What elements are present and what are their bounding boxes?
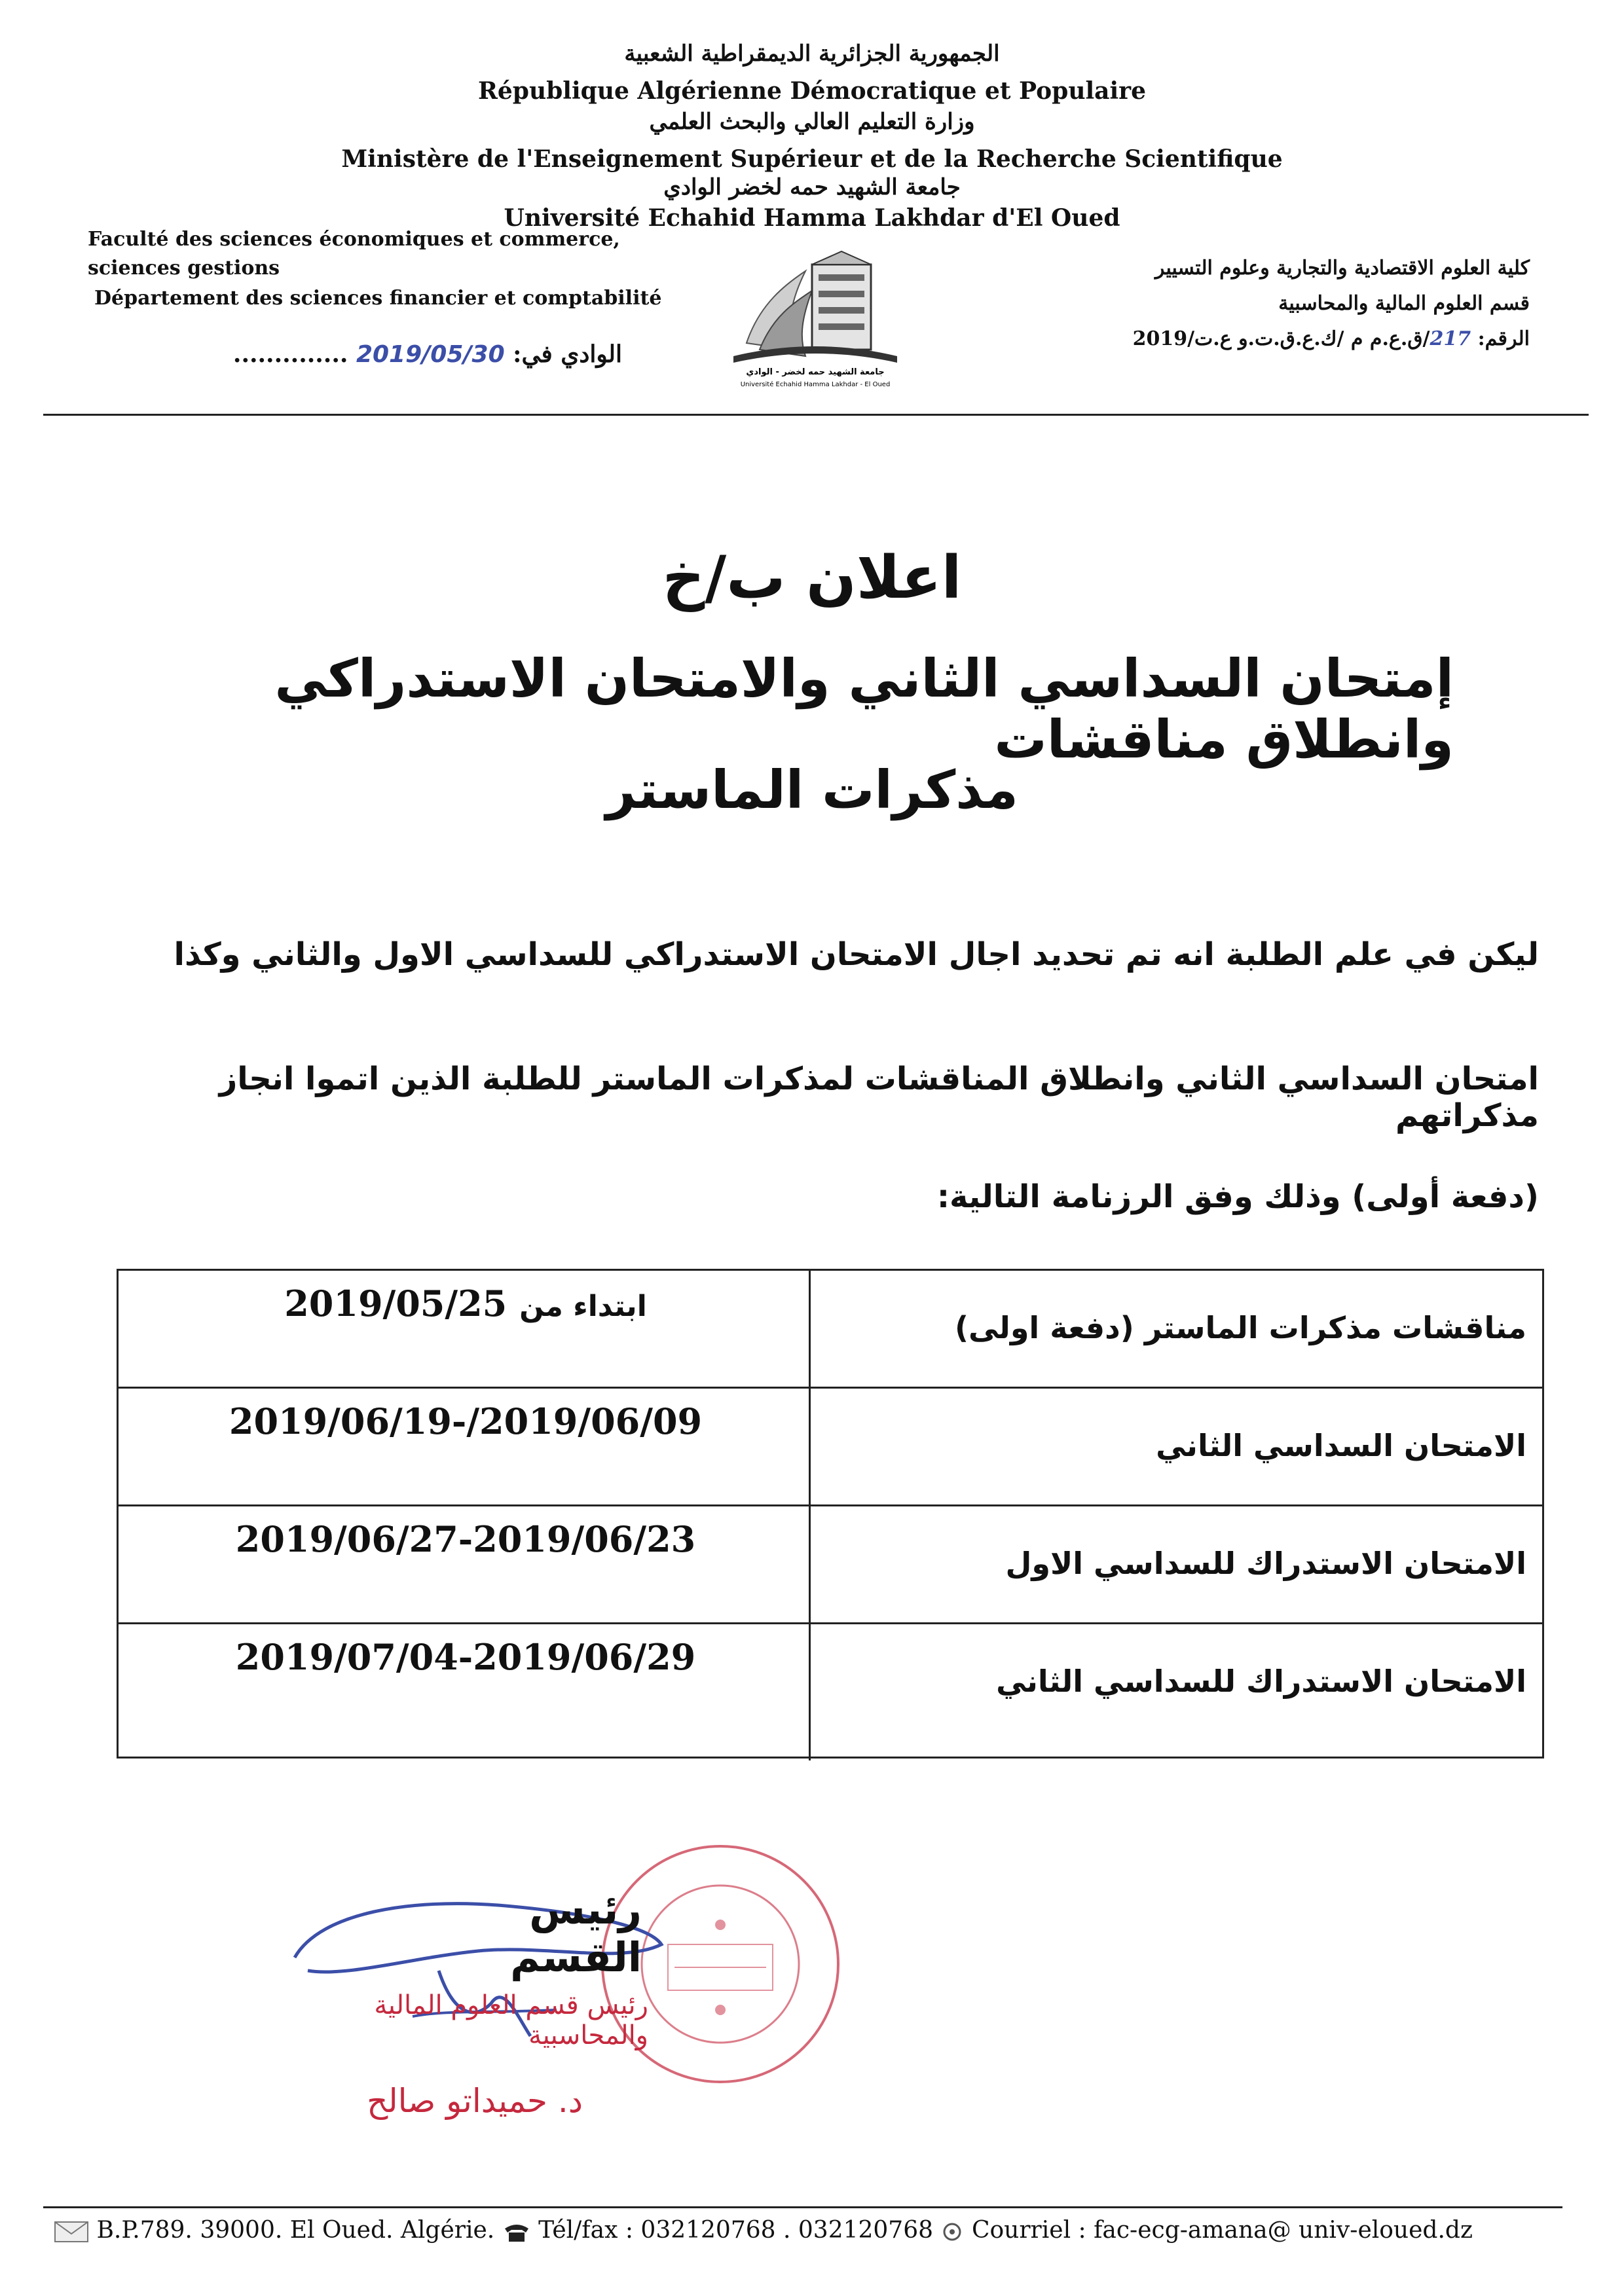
- header-fr-ministry: Ministère de l'Enseignement Supérieur et de la Recherche Scientifique: [341, 145, 1283, 173]
- table-cell-label: الامتحان الاستدراك للسداسي الاول: [809, 1506, 1542, 1622]
- header-ar-university: جامعة الشهيد حمه لخضر الوادي: [663, 174, 961, 200]
- table-cell-label: الامتحان السداسي الثاني: [809, 1389, 1542, 1504]
- table-cell-value: [119, 1271, 813, 1387]
- table-cell-date: 2019/05/25: [284, 1283, 507, 1324]
- mail-icon: [940, 2222, 964, 2242]
- date-dots: ..............: [232, 340, 348, 368]
- table-cell-value: 2019/06/27-2019/06/23: [235, 1518, 696, 1560]
- footer-address: B.P.789. 39000. El Oued. Algérie.: [96, 2217, 495, 2244]
- table-cell-label: الامتحان الاستدراك للسداسي الثاني: [809, 1624, 1542, 1760]
- announcement-subtitle-line1: إمتحان السداسي الثاني والامتحان الاستدراكي وانطلاق مناقشات: [274, 648, 1454, 770]
- signature-name: د. حميداتو صالح: [367, 2082, 583, 2120]
- date-label: الوادي في:: [513, 340, 622, 368]
- fr-department-name: Département des sciences financier et comptabilité: [94, 287, 662, 310]
- ar-department-name: قسم العلوم المالية والمحاسبية: [1278, 292, 1530, 315]
- ar-faculty-name: كلية العلوم الاقتصادية والتجارية وعلوم التسيير: [1154, 257, 1530, 280]
- footer: [54, 2217, 1586, 2244]
- table-row: [119, 1624, 1542, 1760]
- footer-divider: [43, 2206, 1562, 2208]
- telephone-icon: [502, 2221, 531, 2243]
- logo-caption-ar: جامعة الشهيد حمه لخضر - الوادي: [746, 367, 885, 377]
- header-ar-ministry: وزارة التعليم العالي والبحث العلمي: [649, 109, 975, 135]
- table-cell-value: 2019/06/19-/2019/06/09: [229, 1400, 703, 1442]
- table-row: [119, 1271, 1542, 1389]
- body-line-1: ليكن في علم الطلبة انه تم تحديد اجال الامتحان الاستدراكي للسداسي الاول والثاني وكذا: [174, 936, 1539, 973]
- university-logo: [720, 245, 910, 392]
- body-line-2: امتحان السداسي الثاني وانطلاق المناقشات لمذكرات الماستر للطلبة الذين اتموا انجاز مذكراتهم: [219, 1061, 1539, 1134]
- signature-title: رئيس القسم: [510, 1886, 642, 1981]
- reference-rest: /ق.ع.م م /ك.ع.ق.ت.و ع.ت/2019: [1132, 327, 1430, 350]
- header-ar-republic: الجمهورية الجزائرية الديمقراطية الشعبية: [624, 41, 1000, 67]
- fr-faculty-name: Faculté des sciences économiques et commerce, sciences gestions: [88, 228, 620, 280]
- table-cell-value: 2019/07/04-2019/06/29: [235, 1636, 696, 1678]
- date-handwritten: 2019/05/30: [356, 341, 505, 368]
- body-line-3: (دفعة أولى) وذلك وفق الرزنامة التالية:: [936, 1178, 1539, 1215]
- header-divider: [43, 414, 1589, 416]
- announcement-title: اعلان ب/خ: [662, 543, 962, 612]
- footer-email: Courriel : fac-ecg-amana@ univ-eloued.dz: [971, 2217, 1473, 2244]
- table-row: [119, 1506, 1542, 1624]
- table-row: [119, 1389, 1542, 1506]
- logo-caption-fr: Université Echahid Hamma Lakhdar - El Oued: [740, 381, 891, 388]
- header-fr-university: Université Echahid Hamma Lakhdar d'El Oued: [504, 204, 1120, 232]
- footer-telephone: Tél/fax : 032120768 . 032120768: [538, 2217, 934, 2244]
- reference-handwritten: 217: [1430, 327, 1471, 350]
- header-fr-republic: République Algérienne Démocratique et Populaire: [477, 77, 1147, 105]
- reference-line: [993, 327, 1530, 350]
- table-cell-label: مناقشات مذكرات الماستر (دفعة اولى): [809, 1271, 1542, 1387]
- reference-label: الرقم:: [1477, 327, 1530, 350]
- table-cell-prefix: ابتداء من: [519, 1290, 647, 1323]
- date-line: [216, 340, 622, 368]
- announcement-subtitle-line2: مذكرات الماستر: [606, 759, 1018, 820]
- envelope-icon: [54, 2221, 89, 2243]
- signature-role: رئيس قسم العلوم المالية والمحاسبية: [374, 1990, 648, 2050]
- schedule-table: [117, 1269, 1544, 1758]
